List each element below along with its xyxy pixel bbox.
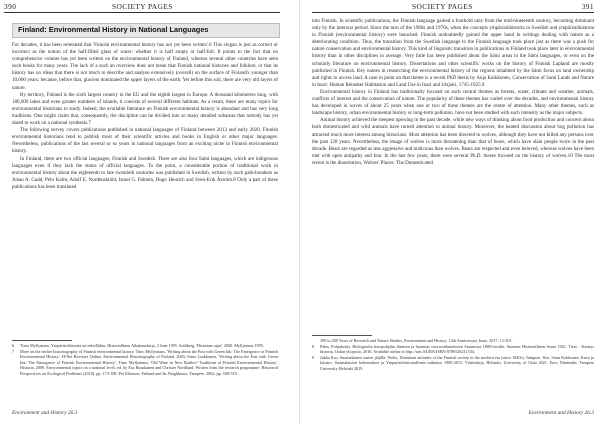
left-footnote-rule [12, 340, 72, 341]
right-footnotes [312, 338, 594, 372]
footnote: 6 Timo Myllyntaus, Ympäristöhistoria on tekeilläkin, Historiallinen Aikakauskirja, 2 June 1995. Sohlberg, 'Historian rajat', 2000. Myllyntaus 1995. [12, 343, 264, 348]
right-running-head: SOCIETY PAGES [412, 2, 473, 11]
right-footnote-rule [312, 335, 372, 336]
paragraph: For decades, it has been reiterated that 'Finnish environmental history has not yet been written'.6 This slogan is just as correct or incorrect as the notion of the half-filled glass of water: whether it is half empty or half-full. It points to the fact that no comprehensive volume has yet been written on the environmental history of Finland, whereas several other countries have seen such books for many years. The lack of a such an overview does not mean that Finnish national histories and folklore, or that its history has no ideas that there is not much to describe and analyse extensively (overall) on the surface of Finland's younger than 10,000 years: because, before that, glaciers dominated the upper layers of the earth. Yet before this soil, there are very old layers of nature. [12, 42, 278, 91]
right-header-rule [312, 12, 594, 13]
paragraph: Environmental history in Finland has traditionally focused on such central themes as forests, water, climate and weather, animals, conflicts of interest and the conservation of nature. The popularity of these themes has varied over the decades, and environmental history has developed in waves of about 25 years when one or two of these themes are the centre of attention. Many other themes, such as landscape history, urban environmental history or long-term pollution, have not been studied with such intensity as the major subjects. [312, 88, 594, 117]
left-page-number: 390 [4, 2, 17, 11]
left-running-head: SOCIETY PAGES [112, 2, 173, 11]
paragraph: The following survey covers publications published in national languages of Finland between 2013 and early 2020. Finnish environmental historians tend to publish most of their scientific articles and books in English or other major languages. Nevertheless, publications of the last several or so years in national languages form an exciting niche in Finnish environmental history. [12, 127, 278, 155]
paragraph: In Finland, there are two official languages, Finnish and Swedish. There are also four Sámi languages, which are indigenous languages even if they lack the status of official languages. To the point, a considerable portion of traditional work in environmental history about the eighteenth to late twentieth centuries was published in Swedish, written by such path-breakers as Johan A. Gadd, Pehr Kalm, Adolf E. Nordenskiöld, Israel G. Palmén, Hugo Heurich and Sven-Erik Åström.8 Only a part of these publications has been translated [12, 155, 278, 190]
footnote: 7 More on the earlier historiography of Finnish environmental history. Timo Myllyntaus, 'Writing about the Past with Green Ink: The Emergence of Finnish Environmental History', H-Net Reviews Online, Environmental Historiography of Finland, 2003; Simo Laakkonen, 'Writing about the Past with Green Ink: The Emergence of Finnish Environmental History', Timo Myllyntaus, 'Old Wine in New Bottles? Traditions of Finnish Environmental History', Historia, 2009. Environmental topics on a national level, ed. by Esa Ruuskanen and Christer Nordlund. Written from the research programme: Historical Perspectives on Ecological Problems (2018), pp. 173-188. Per Eliasson, Finland and Its Neighbours: Tampere, 2002, pp. 508-510. [12, 348, 278, 376]
right-footer: Environment and History 26.3 [528, 410, 594, 416]
left-body-text [12, 42, 278, 191]
paragraph: By territory, Finland is the sixth largest country in the EU and the eighth largest in Europe. A thousand kilometres long, with 180,000 lakes and even greater numbers of islands, it consists of several different habitats. As a result, there are many topics for environmental historians to study. Indeed, the available literature on Finnish environmental history is abundant and has very long traditions. One might claim that, consequently, the discipline can be divided into so many detailed subareas that nobody has yet dared to work on a national synthesis.7 [12, 91, 278, 127]
paragraph: Animal history achieved the steepest upswing in the past decade, while new ways of thinking about food production and concern about both domesticated and wild animals have turned attention to animal history. Moreover, the heated discussion about bog pollution has attracted much more interest among historians. Most attention has been directed to wolves, although they have not killed any persons over the past 120 years. Nevertheless, the image of wolves is more threatening than that of bears, which have slain people twice in the past decade. Bears are regarded as less aggressive and malicious than wolves. Bears are respected and even beloved, whereas wolves have been met with open antipathy and fear. In the last few years, there were several Ph.D. theses focused on the history of wolves.10 The most recent is the dissertation, Wolves' Places: The Domesticated [312, 117, 594, 166]
section-title: Finland: Environmental History in National Languages [18, 25, 209, 34]
section-heading-box [12, 23, 280, 38]
right-page [300, 0, 600, 424]
left-footnotes [12, 343, 278, 377]
footnote: 9 Jukka Ilvo, Suomalainen susien jäljillä: Wolfs, Dominant attitudes of the Finnish society in the modern era (since 1840s). Tampere. Ilvo, Sami Kokkonen, Kuva ja käsitys: Suomalaisten kokemukset ja Ympäristöhistoriallinen tutkimus 1900-2015. Väitöskirja, Helsinki, University of Oulu 2021. Eero Niinimäki, Tampere University Helsinki 2019. [312, 354, 594, 371]
left-header-rule [4, 12, 280, 13]
left-footer: Environment and History 26.3 [12, 410, 78, 416]
paragraph: into Finnish. In scientific publications, the Finnish language gained a foothold only from the mid-nineteenth century, becoming dominant only by the interwar period. Since the turn of the 1960s and 1970s, when the concepts ympäristöhistoria in Swedish and ympäristöhistoria in Finnish (environmental history) were launched. Finnish undoubtedly gained the upper hand in writings dealing with nature as a deteriorating condition. Thus, the transition from the Swedish language to the Finnish language took place just as there was a push for nature conservation and environmental history. This kind of linguistic transition in publications in Finland took place later in environmental history than in other disciplines in average. Very little has been published about the Sámi areas in the Sámi languages, or even on the scholarly literature on environmental history. Dissertations and other scientific works on the history of Finnish Lapland are mostly published in Finnish. Key names in researching the environmental history of the regions inhabited by the Sámi focus on land ownership and rights to access land. A case in point on that theme is a recent PhD thesis by Anja Kaikkonen, Conservation of Sami Lands and Nature in Inari: Human Reindeer Habitation and Land Use in Inari and Utsjoki, 1745-1925.9 [312, 18, 595, 88]
footnote: 190 to 200 Years of Research and Nature Studies, Environment and History, 13th Anniversary Issue, 2017, 12-201. [320, 338, 513, 343]
right-body-text [312, 18, 594, 167]
footnote: 8 Palm. Pohjakoski, Biologiselta tietopohjalta ihmisen ja luonnon vuorovaikutukseen Suomessa 1800-luvulla: Suomen Historiallinen Seura 1921. Tieto - Käsitys historia, Oulun yliopisto, 2016. Available online at http://urn.fi/URN:ISBN:9789526211534. [312, 343, 594, 355]
right-page-number: 391 [581, 2, 594, 11]
